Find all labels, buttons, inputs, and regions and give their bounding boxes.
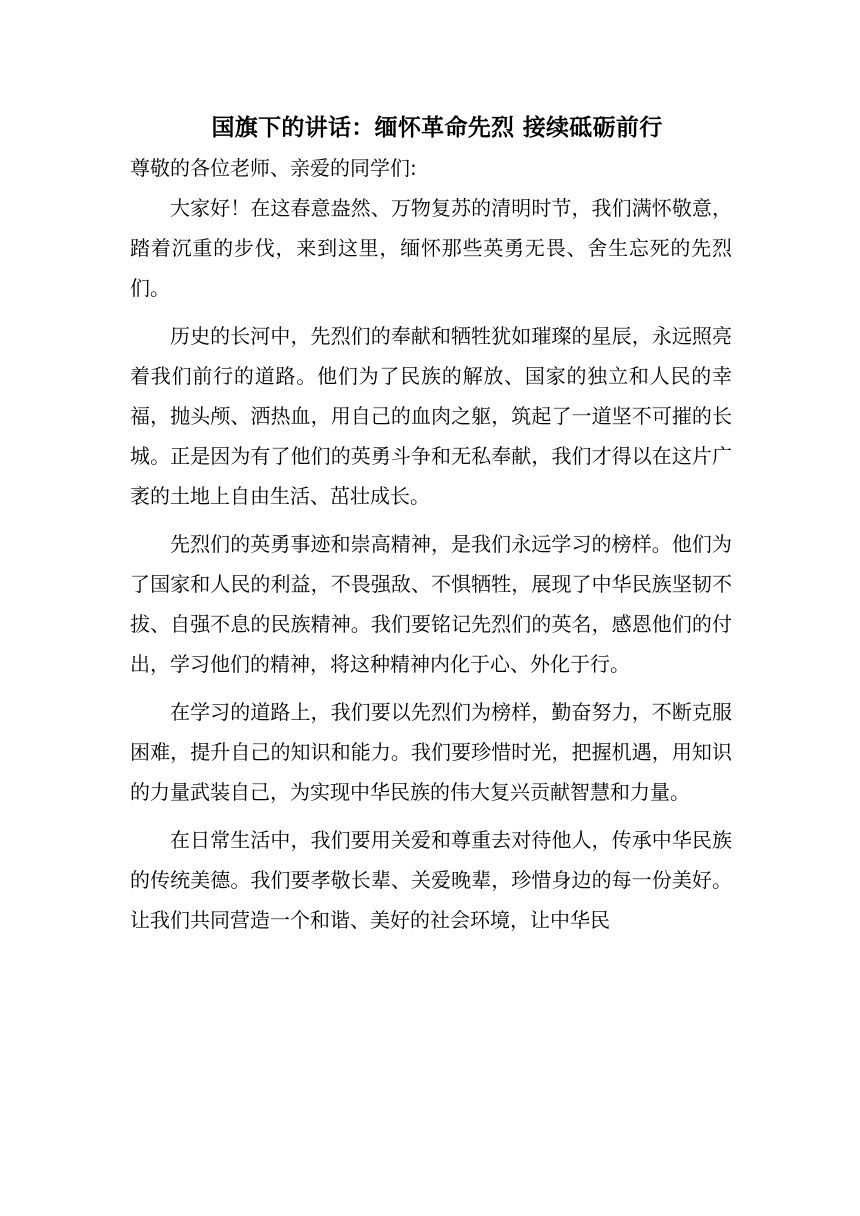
paragraph-3: 先烈们的英勇事迹和崇高精神，是我们永远学习的榜样。他们为了国家和人民的利益，不畏强敌、不惧牺牲，展现了中华民族坚韧不拔、自强不息的民族精神。我们要铭记先烈们的英名，感恩他们的付出，学习他们的精神，将这种精神内化于心、外化于行。 <box>130 532 732 676</box>
document-title: 国旗下的讲话：缅怀革命先烈 接续砥砺前行 <box>211 115 663 141</box>
paragraph-4: 在学习的道路上，我们要以先烈们为榜样，勤奋努力，不断克服困难，提升自己的知识和能力。我们要珍惜时光，把握机遇，用知识的力量武装自己，为实现中华民族的伟大复兴贡献智慧和力量。 <box>130 700 732 804</box>
document-page <box>130 108 732 948</box>
paragraph-1: 大家好！在这春意盎然、万物复苏的清明时节，我们满怀敬意，踏着沉重的步伐，来到这里，缅怀那些英勇无畏、舍生忘死的先烈们。 <box>130 196 732 300</box>
paragraph-2: 历史的长河中，先烈们的奉献和牺牲犹如璀璨的星辰，永远照亮着我们前行的道路。他们为了民族的解放、国家的独立和人民的幸福，抛头颅、洒热血，用自己的血肉之躯，筑起了一道坚不可摧的长城。正是因为有了他们的英勇斗争和无私奉献，我们才得以在这片广袤的土地上自由生活、茁壮成长。 <box>130 324 732 508</box>
salutation: 尊敬的各位老师、亲爱的同学们: <box>130 156 417 180</box>
paragraph-5: 在日常生活中，我们要用关爱和尊重去对待他人，传承中华民族的传统美德。我们要孝敬长辈、关爱晚辈，珍惜身边的每一份美好。让我们共同营造一个和谐、美好的社会环境，让中华民 <box>130 828 732 932</box>
